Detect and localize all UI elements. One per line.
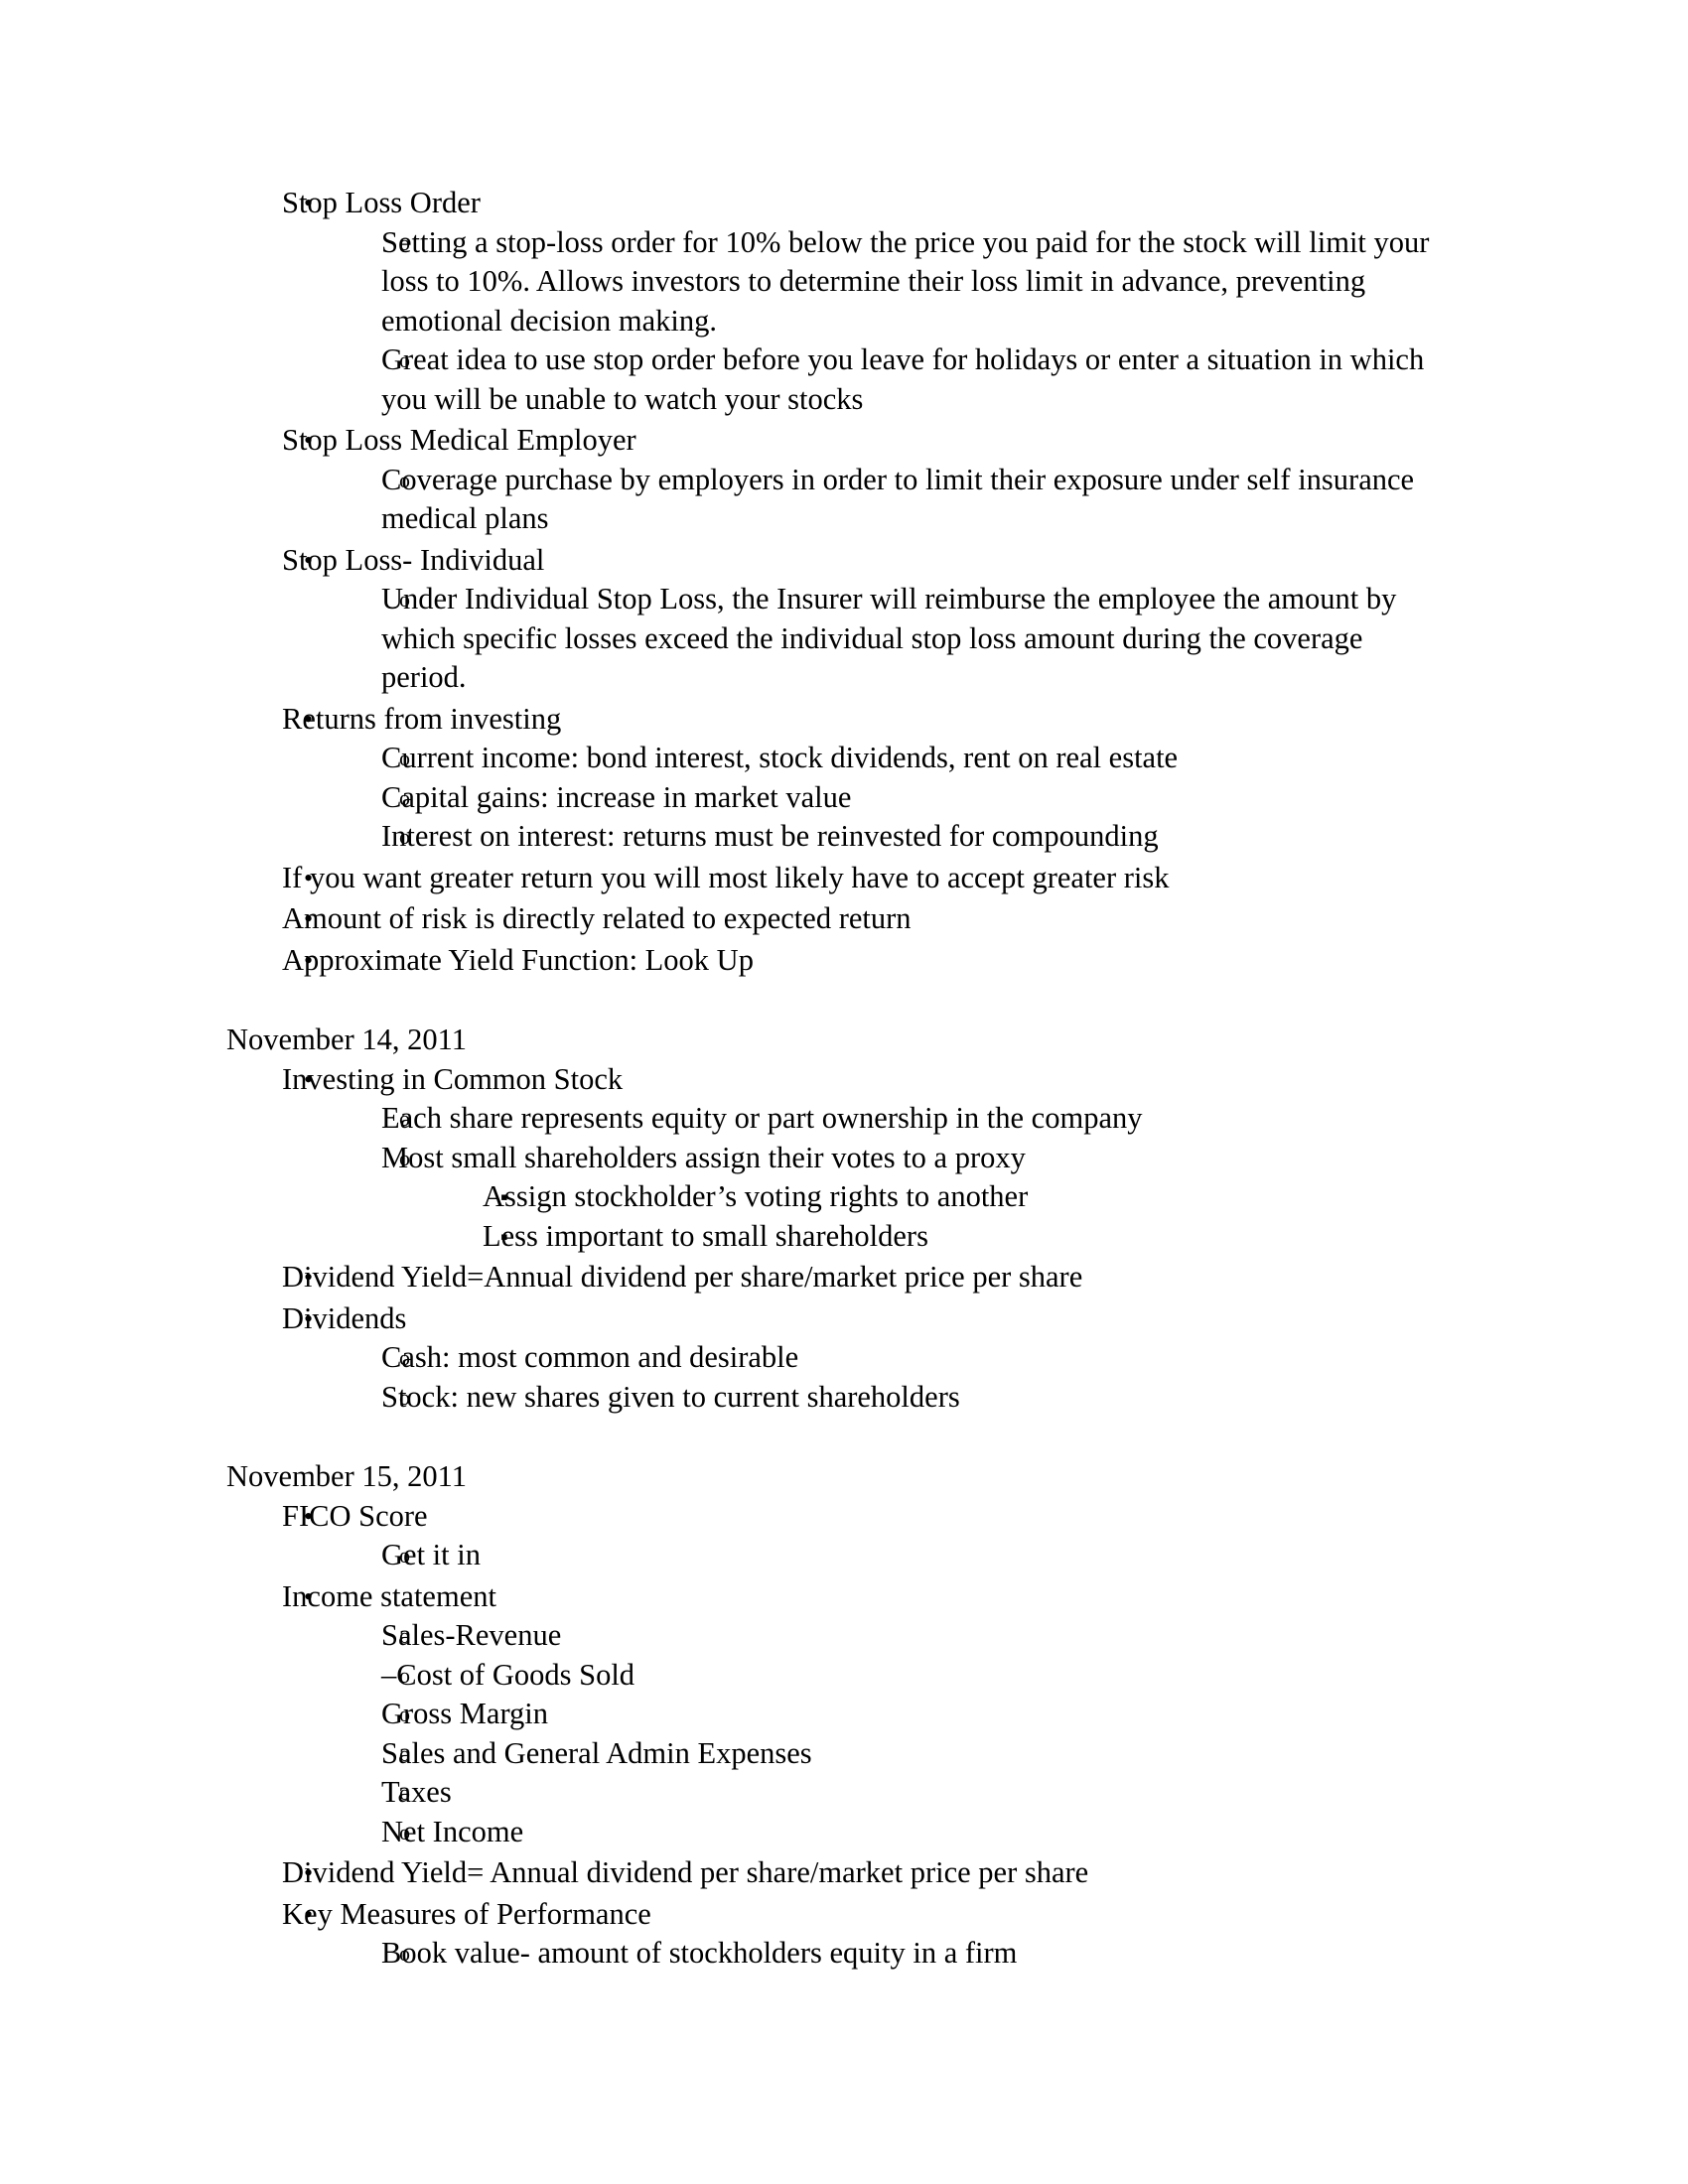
list-item xyxy=(330,1139,1448,1257)
list-item-row xyxy=(282,1497,1448,1537)
list-item-label: ▪ Less important to small shareholders xyxy=(483,1218,928,1253)
list-item xyxy=(226,421,1448,539)
list-item-label: • Dividends xyxy=(282,1300,407,1335)
list-item-row xyxy=(282,541,1448,581)
list-item xyxy=(330,1813,1448,1852)
list-item-row xyxy=(381,778,1448,818)
list-item-label: • FICO Score xyxy=(282,1498,428,1533)
list-item-label: • Dividend Yield=Annual dividend per share/market price per share xyxy=(282,1260,1083,1294)
list-item-row xyxy=(282,184,1448,223)
list-item-row xyxy=(282,421,1448,461)
list-item-row xyxy=(282,1895,1448,1935)
list-item-row xyxy=(381,461,1448,539)
list-item xyxy=(226,859,1448,898)
sublist xyxy=(433,1177,1448,1256)
sublist xyxy=(330,739,1448,857)
list-item xyxy=(226,700,1448,857)
list-item-row xyxy=(381,1139,1448,1178)
list-item xyxy=(330,1934,1448,1974)
list-item-label: o Great idea to use stop order before you leave for holidays or enter a situation in which you will be unable to watch your stocks xyxy=(381,342,1425,416)
list-item-label: • Approximate Yield Function: Look Up xyxy=(282,942,754,977)
list-item xyxy=(226,1060,1448,1257)
sublist xyxy=(330,1934,1448,1974)
list-item-label: • Amount of risk is directly related to expected return xyxy=(282,901,912,935)
list-item-row xyxy=(381,1813,1448,1852)
sublist xyxy=(330,461,1448,539)
list-item xyxy=(433,1177,1448,1217)
list-item-label: o Each share represents equity or part ownership in the company xyxy=(381,1101,1143,1135)
list-item-label: o Sales and General Admin Expenses xyxy=(381,1735,812,1770)
list-item-label: • Stop Loss Order xyxy=(282,186,481,219)
list-item-row xyxy=(282,899,1448,939)
list-item-row xyxy=(381,1338,1448,1378)
list-item-row xyxy=(381,1773,1448,1813)
list-item-row xyxy=(381,1616,1448,1656)
list-item-row xyxy=(381,1656,1448,1696)
list-item-label: ▪ Assign stockholder’s voting rights to another xyxy=(483,1179,1029,1213)
list-item-row xyxy=(381,817,1448,857)
list-item-label: o Under Individual Stop Loss, the Insurer will reimburse the employee the amount by which specific losses exceed the individual stop loss amount during the coverage period. xyxy=(381,582,1397,694)
list-item-label: o Most small shareholders assign their votes to a proxy xyxy=(381,1140,1026,1174)
sublist xyxy=(330,1616,1448,1851)
section-gap xyxy=(226,982,1448,1021)
sublist xyxy=(330,1099,1448,1256)
list-item-row xyxy=(381,1695,1448,1734)
list-item xyxy=(330,1378,1448,1418)
list-item xyxy=(330,1695,1448,1734)
list-item-label: o Cash: most common and desirable xyxy=(381,1340,799,1374)
list-item-row xyxy=(282,859,1448,898)
list-item xyxy=(226,1497,1448,1575)
list-item xyxy=(330,1773,1448,1813)
list-item xyxy=(330,1536,1448,1575)
list-item xyxy=(226,1299,1448,1418)
list-item-label: o Coverage purchase by employers in order to limit their exposure under self insurance medical plans xyxy=(381,462,1415,535)
list-item xyxy=(226,541,1448,698)
sublist xyxy=(330,1536,1448,1575)
list-item-row xyxy=(381,341,1448,419)
list-item xyxy=(330,223,1448,341)
list-item xyxy=(330,1734,1448,1774)
list-item xyxy=(226,1258,1448,1297)
list-item-label: o Book value- amount of stockholders equity in a firm xyxy=(381,1936,1018,1970)
list-item xyxy=(226,1895,1448,1974)
list-item xyxy=(226,1853,1448,1893)
outline-section-1 xyxy=(226,184,1448,980)
list-item-label: o Gross Margin xyxy=(381,1697,549,1730)
list-item-row xyxy=(282,941,1448,981)
list-item-label: o Taxes xyxy=(381,1775,452,1809)
list-item-label: o Setting a stop-loss order for 10% below the price you paid for the stock will limit your loss to 10%. Allows investors to determine their loss limit in advance, preventing emotional decision making. xyxy=(381,224,1430,338)
list-item-row xyxy=(483,1217,1448,1257)
list-item-label: • Income statement xyxy=(282,1578,496,1613)
list-item-row xyxy=(282,1577,1448,1617)
list-item-row xyxy=(381,1536,1448,1575)
list-item xyxy=(330,580,1448,698)
list-item xyxy=(330,1338,1448,1378)
list-item-label: • Stop Loss- Individual xyxy=(282,542,545,577)
list-item-label: o Current income: bond interest, stock dividends, rent on real estate xyxy=(381,741,1179,774)
list-item xyxy=(226,1577,1448,1852)
list-item-label: o Stock: new shares given to current shareholders xyxy=(381,1379,960,1414)
list-item-label: • Stop Loss Medical Employer xyxy=(282,423,636,457)
list-item xyxy=(330,817,1448,857)
list-item-row xyxy=(381,739,1448,778)
list-item-label: o Sales-Revenue xyxy=(381,1618,562,1652)
list-item xyxy=(330,461,1448,539)
document-body xyxy=(226,184,1448,1976)
list-item xyxy=(226,184,1448,419)
list-item xyxy=(226,899,1448,939)
list-item-row xyxy=(282,700,1448,740)
list-item-row xyxy=(282,1060,1448,1100)
outline-section-2 xyxy=(226,1060,1448,1418)
list-item-label: o Net Income xyxy=(381,1814,524,1848)
list-item-label: • Returns from investing xyxy=(282,701,562,736)
list-item-row xyxy=(381,1378,1448,1418)
list-item-row xyxy=(483,1177,1448,1217)
section-gap xyxy=(226,1419,1448,1457)
list-item-row xyxy=(282,1853,1448,1893)
list-item xyxy=(330,341,1448,419)
list-item xyxy=(330,778,1448,818)
list-item-row xyxy=(381,1934,1448,1974)
list-item-label: • If you want greater return you will most likely have to accept greater risk xyxy=(282,860,1170,894)
list-item xyxy=(330,739,1448,778)
section-heading-november-15: November 15, 2011 xyxy=(226,1459,467,1493)
list-item-row xyxy=(282,1299,1448,1339)
sublist xyxy=(330,580,1448,698)
section-heading-november-14: November 14, 2011 xyxy=(226,1023,467,1056)
list-item xyxy=(330,1656,1448,1696)
outline-section-3 xyxy=(226,1497,1448,1974)
sublist xyxy=(330,223,1448,420)
list-item xyxy=(330,1099,1448,1139)
list-item xyxy=(330,1616,1448,1656)
list-item-row xyxy=(381,580,1448,698)
list-item-row xyxy=(381,1099,1448,1139)
list-item-label: • Key Measures of Performance xyxy=(282,1896,651,1931)
list-item-label: o Capital gains: increase in market value xyxy=(381,779,852,814)
list-item-label: • Dividend Yield= Annual dividend per share/market price per share xyxy=(282,1855,1089,1889)
list-item-label: o Get it in xyxy=(381,1538,481,1571)
list-item-row xyxy=(282,1258,1448,1297)
sublist xyxy=(330,1338,1448,1417)
list-item-row xyxy=(381,1734,1448,1774)
list-item-label: o –Cost of Goods Sold xyxy=(381,1657,635,1692)
list-item-label: • Investing in Common Stock xyxy=(282,1061,624,1096)
list-item xyxy=(226,941,1448,981)
list-item-row xyxy=(381,223,1448,341)
list-item xyxy=(433,1217,1448,1257)
list-item-label: o Interest on interest: returns must be reinvested for compounding xyxy=(381,819,1159,853)
